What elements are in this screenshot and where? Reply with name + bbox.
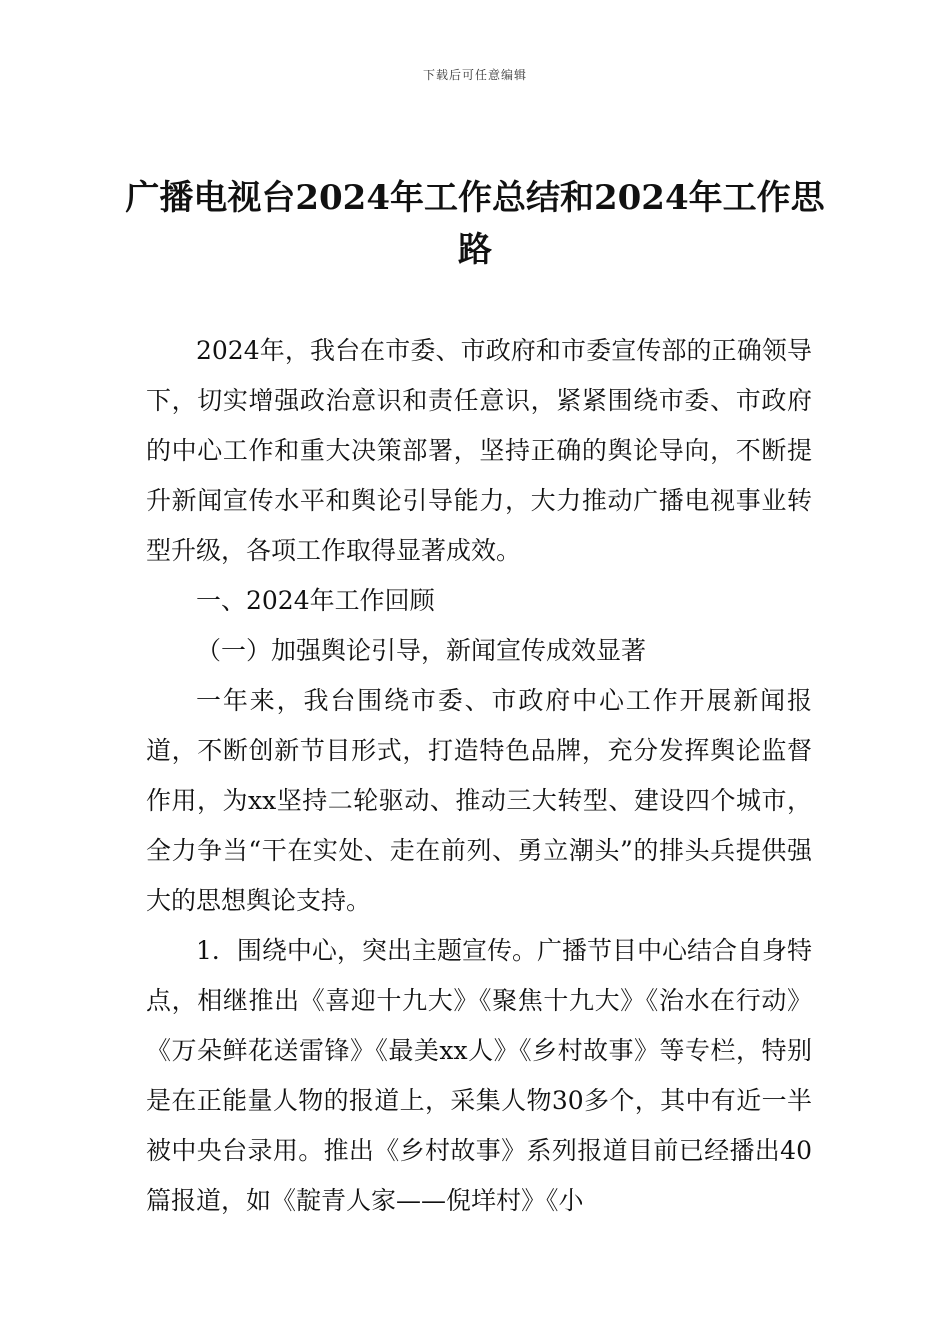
subsection-heading: （一）加强舆论引导，新闻宣传成效显著 bbox=[196, 636, 647, 665]
intro-paragraph: 2024年，我台在市委、市政府和市委宣传部的正确领导下，切实增强政治意识和责任意识，紧紧围绕市委、市政府的中心工作和重大决策部署，坚持正确的舆论导向，不断提升新闻宣传水平和舆论引导能力，大力推动广播电视事业转型升级，各项工作取得显著成效。 bbox=[146, 336, 812, 565]
header-note: 下载后可任意编辑 bbox=[422, 68, 527, 82]
item-paragraph: 1．围绕中心，突出主题宣传。广播节目中心结合自身特点，相继推出《喜迎十九大》《聚焦十九大》《治水在行动》《万朵鲜花送雷锋》《最美xx人》《乡村故事》等专栏，特别是在正能量人物的报道上，采集人物30多个，其中有近一半被中央台录用。推出《乡村故事》系列报道目前已经播出40篇报道，如《靛青人家——倪垟村》《小 bbox=[146, 936, 812, 1215]
section-heading: 一、2024年工作回顾 bbox=[196, 586, 435, 615]
document-body bbox=[146, 326, 812, 1226]
review-paragraph: 一年来，我台围绕市委、市政府中心工作开展新闻报道，不断创新节目形式，打造特色品牌，充分发挥舆论监督作用，为xx坚持二轮驱动、推动三大转型、建设四个城市，全力争当“干在实处、走在前列、勇立潮头”的排头兵提供强大的思想舆论支持。 bbox=[146, 686, 812, 915]
document-title: 广播电视台2024年工作总结和2024年工作思路 bbox=[125, 178, 825, 270]
